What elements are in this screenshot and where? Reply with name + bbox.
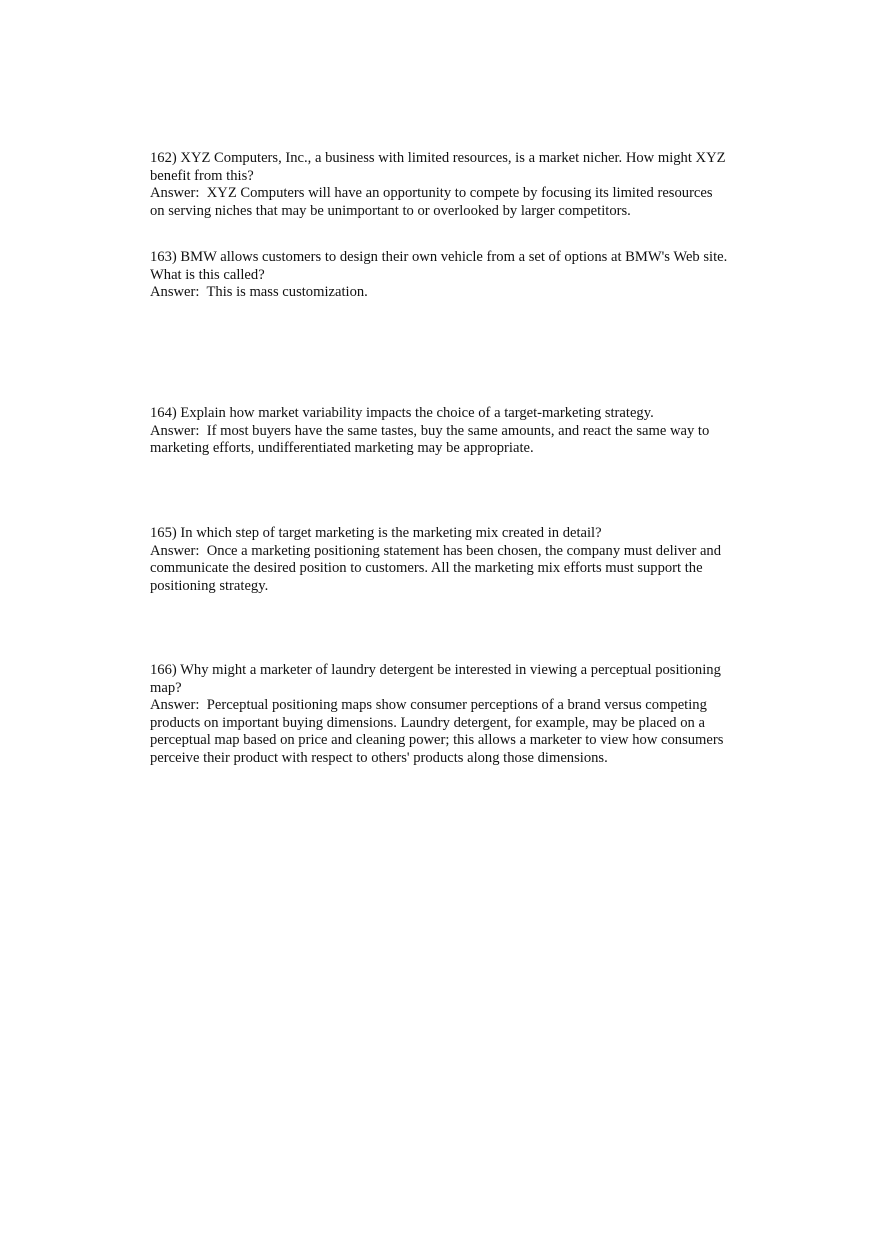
question-block-166: [150, 662, 730, 767]
question-text: 163) BMW allows customers to design their own vehicle from a set of options at BMW's Web site. What is this called?: [150, 249, 728, 283]
question-block-164: [150, 405, 730, 458]
question-text: 165) In which step of target marketing is the marketing mix created in detail?: [150, 525, 602, 541]
answer-text: Answer: Once a marketing positioning statement has been chosen, the company must deliver and communicate the desired position to customers. All the marketing mix efforts must support the positioning strategy.: [150, 542, 722, 594]
question-block-162: [150, 150, 730, 220]
question-block-165: [150, 525, 730, 595]
question-block-163: [150, 249, 730, 302]
question-text: 166) Why might a marketer of laundry detergent be interested in viewing a perceptual positioning map?: [150, 662, 721, 696]
answer-text: Answer: Perceptual positioning maps show consumer perceptions of a brand versus competing products on important buying dimensions. Laundry detergent, for example, may be placed on a perceptual map based on price and cleaning power; this allows a marketer to view how consumers perceive their product with respect to others' products along those dimensions.: [150, 697, 724, 766]
answer-text: Answer: XYZ Computers will have an opportunity to compete by focusing its limited resources on serving niches that may be unimportant to or overlooked by larger competitors.: [150, 185, 713, 219]
question-text: 164) Explain how market variability impacts the choice of a target-marketing strategy.: [150, 405, 654, 421]
answer-text: Answer: This is mass customization.: [150, 284, 368, 300]
question-text: 162) XYZ Computers, Inc., a business with limited resources, is a market nicher. How might XYZ benefit from this?: [150, 150, 726, 184]
answer-text: Answer: If most buyers have the same tastes, buy the same amounts, and react the same way to marketing efforts, undifferentiated marketing may be appropriate.: [150, 422, 710, 456]
